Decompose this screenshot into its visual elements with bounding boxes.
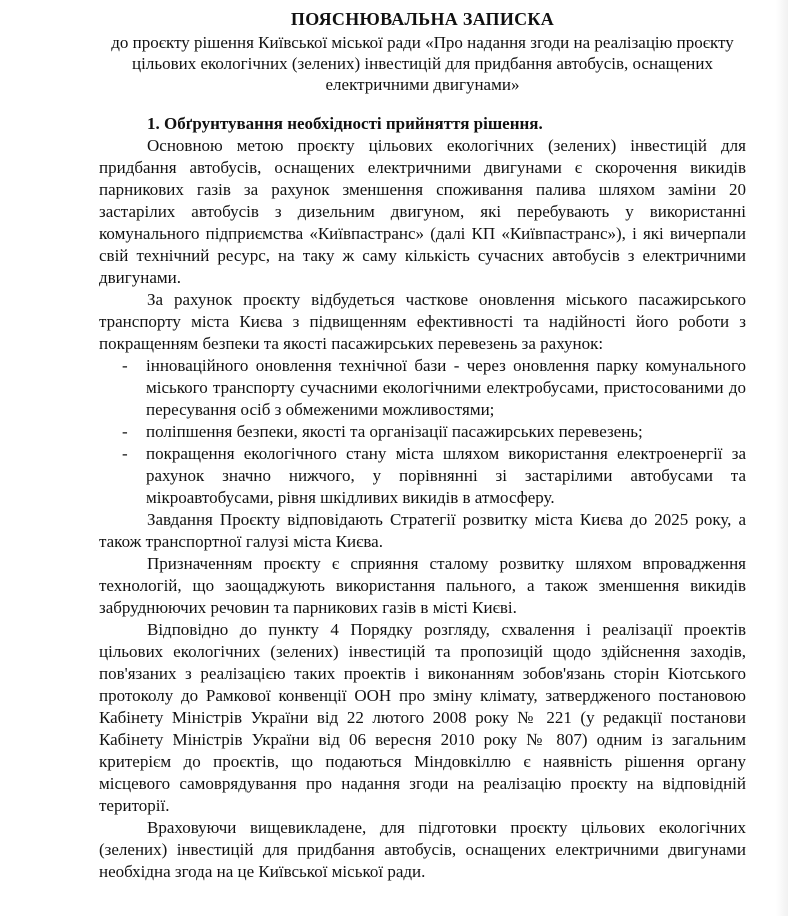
list-item [99,421,746,443]
page-edge-shadow [776,0,788,916]
bullet-dash: - [122,356,128,375]
paragraph-purpose: Основною метою проєкту цільових екологічних (зелених) інвестицій для придбання автобусів, оснащених електричними двигунами є скорочення викидів парникових газів за рахунок зменшення споживання палива шляхом заміни 20 застарілих автобусів з дизельним двигуном, які перебувають у використанні комунального підприємства «Київпастранс» (далі КП «Київпастранс»), і які вичерпали свій технічний ресурс, на таку ж саму кількість сучасних автобусів з електричними двигунами. [99,136,746,287]
list-item [99,355,746,421]
bullet-list [99,355,746,509]
list-item-text: покращення екологічного стану міста шляхом використання електроенергії за рахунок значно нижчого, у порівнянні зі застарілими автобусами та мікроавтобусами, рівня шкідливих викидів в атмосферу. [146,444,746,507]
document-title: ПОЯСНЮВАЛЬНА ЗАПИСКА [290,9,555,29]
paragraph-strategy: Завдання Проєкту відповідають Стратегії розвитку міста Києва до 2025 року, а також транспортної галузі міста Києва. [99,510,746,551]
bullet-dash: - [122,422,128,441]
list-item-text: інноваційного оновлення технічної бази - через оновлення парку комунального міського транспорту сучасними екологічними електробусами, пристосованими до пересування осіб з обмеженими можливостями; [146,356,746,419]
paragraph-conclusion: Враховуючи вищевикладене, для підготовки проєкту цільових екологічних (зелених) інвестицій для придбання автобусів, оснащених електричними двигунами необхідна згода на це Київської міської ради. [99,818,746,881]
paragraph-legal-basis: Відповідно до пункту 4 Порядку розгляду, схвалення і реалізації проектів цільових екологічних (зелених) інвестицій та пропозицій щодо здійснення заходів, пов'язаних з реалізацією таких проектів і виконанням зобов'язань сторін Кіотського протоколу до Рамкової конвенції ООН про зміну клімату, затвердженого постановою Кабінету Міністрів України від 22 лютого 2008 року № 221 (у редакції постанови Кабінету Міністрів України від 06 вересня 2010 року № 807) одним із загальним критерієм до проєктів, що подаються Міндовкіллю є наявність рішення органу місцевого самоврядування про надання згоди на реалізацію проєкту на відповідній території. [99,620,746,815]
bullet-dash: - [122,444,128,463]
list-item [99,443,746,509]
section-heading: 1. Обґрунтування необхідності прийняття рішення. [147,114,543,133]
paragraph-goal: Призначенням проєкту є сприяння сталому розвитку шляхом впровадження технологій, що заощаджують використання пального, а також зменшення викидів забруднюючих речовин та парникових газів в місті Києві. [99,554,746,617]
list-item-text: поліпшення безпеки, якості та організації пасажирських перевезень; [146,422,643,441]
document-subtitle: до проєкту рішення Київської міської ради «Про надання згоди на реалізацію проєкту цільових екологічних (зелених) інвестицій для придбання автобусів, оснащених електричними двигунами» [111,33,734,94]
paragraph-renewal: За рахунок проєкту відбудеться часткове оновлення міського пасажирського транспорту міста Києва з підвищенням ефективності та надійності його роботи з покращенням безпеки та якості пасажирських перевезень за рахунок: [99,290,746,353]
